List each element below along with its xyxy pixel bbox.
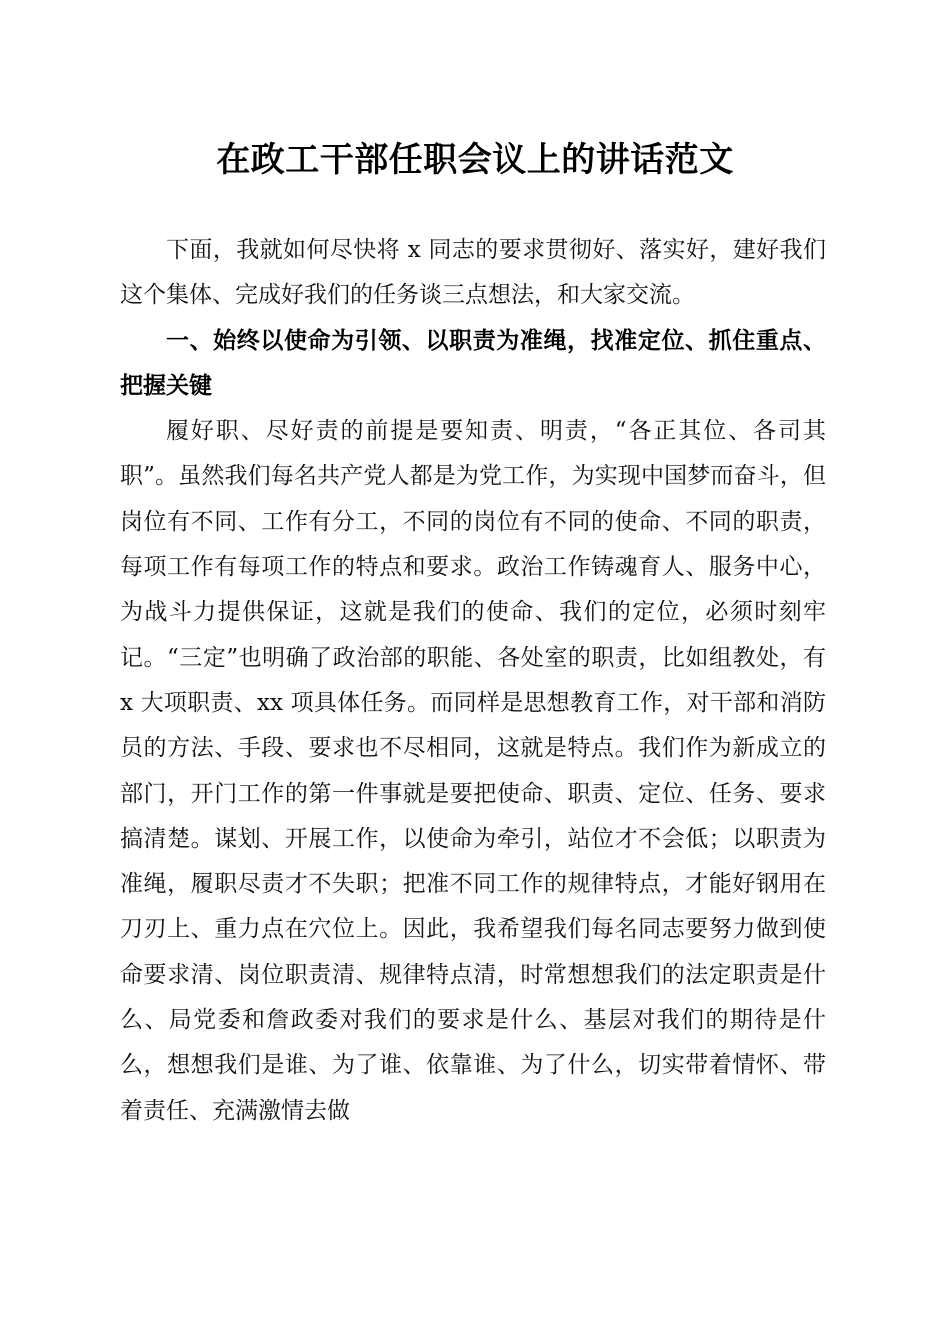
document-title: 在政工干部任职会议上的讲话范文 [216, 140, 734, 180]
section-heading-1: 一、始终以使命为引领、以职责为准绳，找准定位、抓住重点、把握关键 [120, 327, 826, 399]
paragraph-section-1: 履好职、尽好责的前提是要知责、明责，“各正其位、各司其职”。虽然我们每名共产党人都是为党工作，为实现中国梦而奋斗，但岗位有不同、工作有分工，不同的岗位有不同的使命、不同的职责，每项工作有每项工作的特点和要求。政治工作铸魂育人、服务中心，为战斗力提供保证，这就是我们的使命、我们的定位，必须时刻牢记。“三定”也明确了政治部的职能、各处室的职责，比如组教处，有 x 大项职责、xx 项具体任务。而同样是思想教育工作，对干部和消防员的方法、手段、要求也不尽相同，这就是特点。我们作为新成立的部门，开门工作的第一件事就是要把使命、职责、定位、任务、要求搞清楚。谋划、开展工作，以使命为牵引，站位才不会低；以职责为准绳，履职尽责才不失职；把准不同工作的规律特点，才能好钢用在刀刃上、重力点在穴位上。因此，我希望我们每名同志要努力做到使命要求清、岗位职责清、规律特点清，时常想想我们的法定职责是什么、局党委和詹政委对我们的要求是什么、基层对我们的期待是什么，想想我们是谁、为了谁、依靠谁、为了什么，切实带着情怀、带着责任、充满激情去做 [120, 418, 826, 1124]
document-body [120, 228, 826, 1134]
paragraph-intro: 下面，我就如何尽快将 x 同志的要求贯彻好、落实好，建好我们这个集体、完成好我们的任务谈三点想法，和大家交流。 [120, 237, 826, 309]
